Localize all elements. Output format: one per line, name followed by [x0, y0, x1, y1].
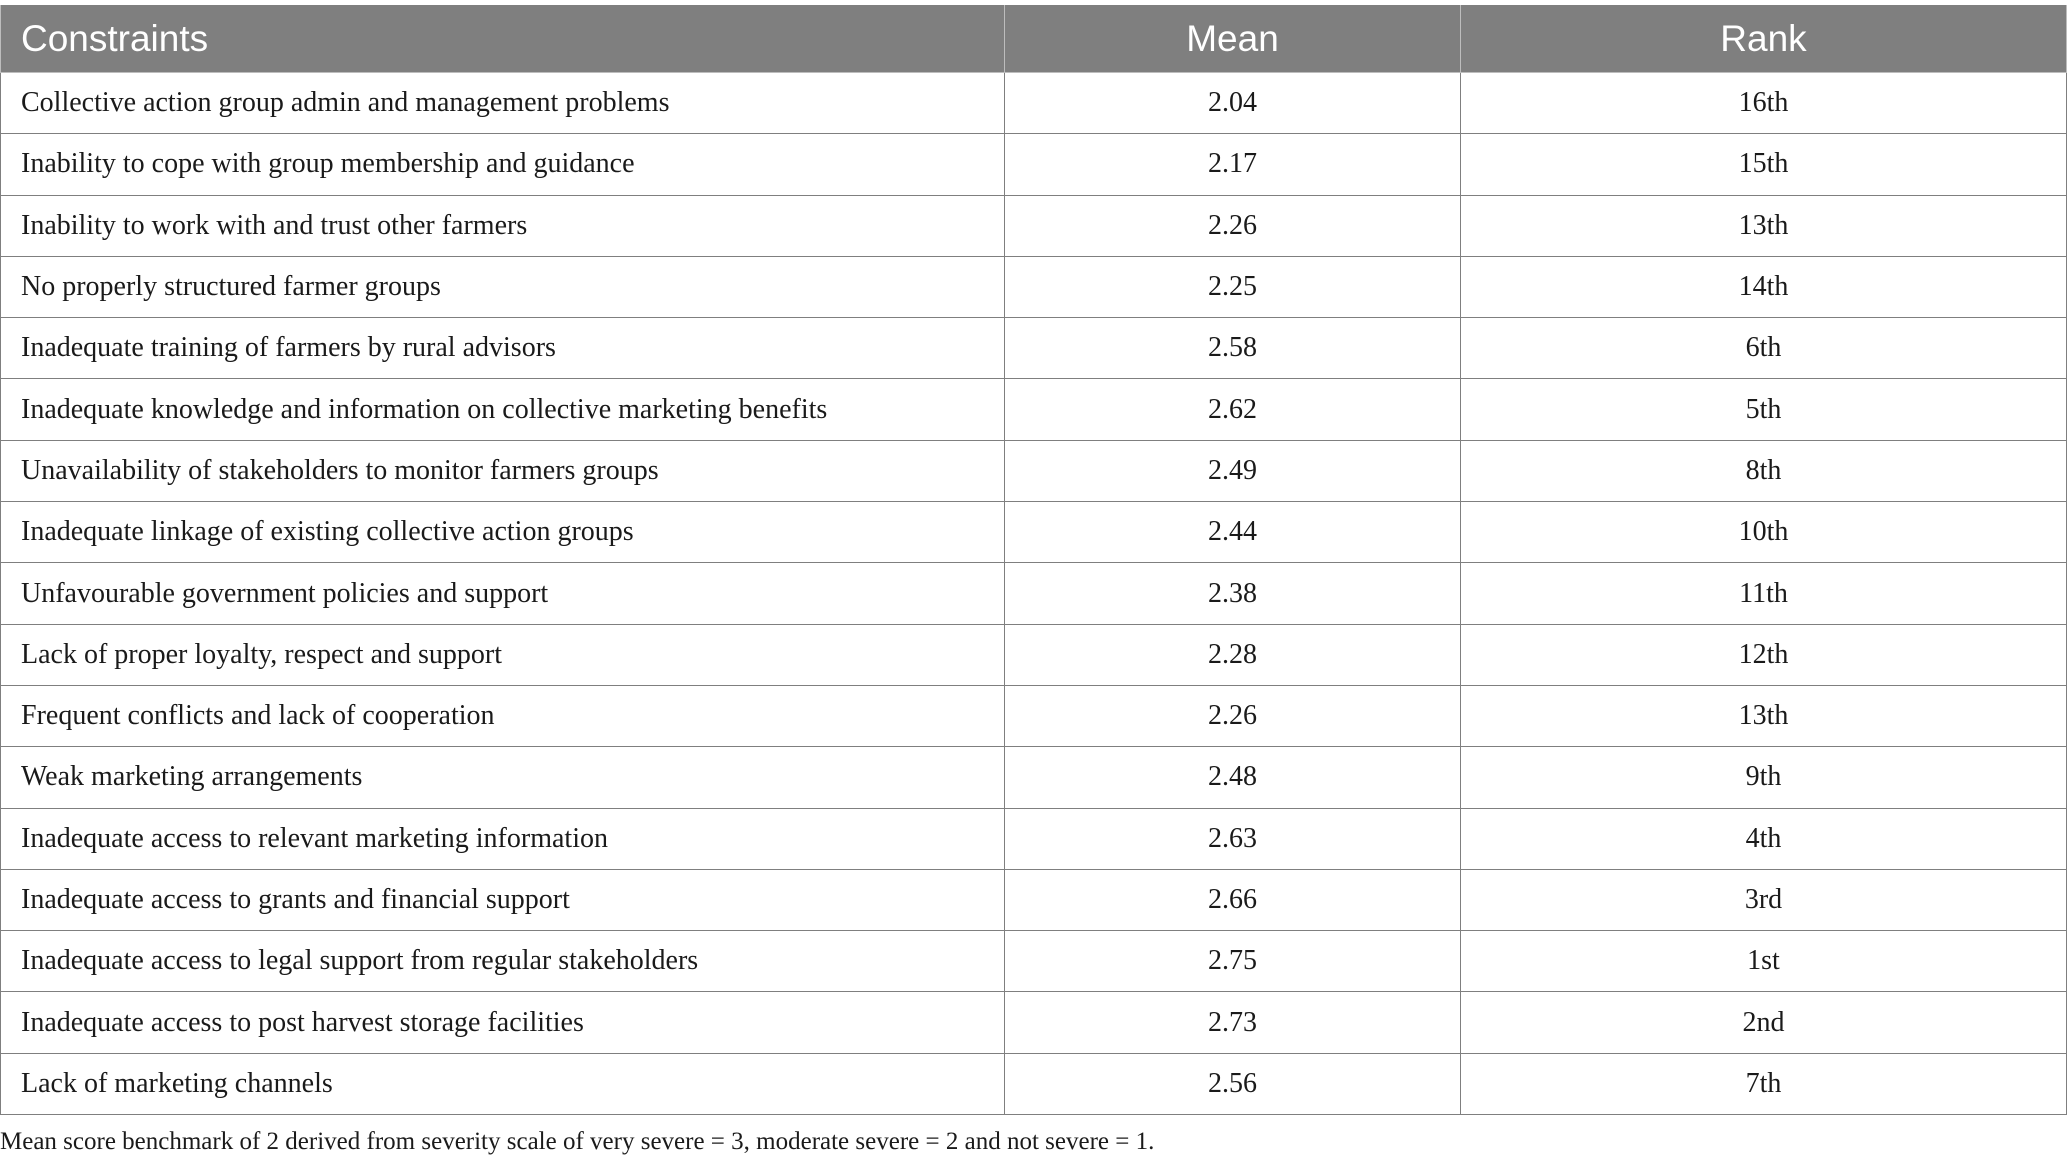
- cell-constraint: Inadequate access to grants and financial support: [1, 869, 1005, 930]
- header-rank: Rank: [1461, 5, 2067, 73]
- cell-constraint: Inadequate training of farmers by rural advisors: [1, 318, 1005, 379]
- cell-mean: 2.62: [1005, 379, 1461, 440]
- table-row: [1, 440, 2067, 501]
- cell-rank: 10th: [1461, 502, 2067, 563]
- table-row: [1, 563, 2067, 624]
- cell-mean: 2.63: [1005, 808, 1461, 869]
- table-header: [1, 5, 2067, 73]
- cell-rank: 5th: [1461, 379, 2067, 440]
- cell-constraint: Inadequate knowledge and information on collective marketing benefits: [1, 379, 1005, 440]
- cell-constraint: Weak marketing arrangements: [1, 747, 1005, 808]
- cell-constraint: Inadequate access to post harvest storage facilities: [1, 992, 1005, 1053]
- cell-mean: 2.26: [1005, 685, 1461, 746]
- table-row: [1, 195, 2067, 256]
- table-row: [1, 747, 2067, 808]
- cell-mean: 2.49: [1005, 440, 1461, 501]
- cell-mean: 2.28: [1005, 624, 1461, 685]
- cell-constraint: Lack of marketing channels: [1, 1053, 1005, 1114]
- cell-rank: 6th: [1461, 318, 2067, 379]
- cell-constraint: Unavailability of stakeholders to monitor farmers groups: [1, 440, 1005, 501]
- cell-constraint: Inadequate linkage of existing collective action groups: [1, 502, 1005, 563]
- cell-rank: 3rd: [1461, 869, 2067, 930]
- cell-rank: 8th: [1461, 440, 2067, 501]
- table-row: [1, 1053, 2067, 1114]
- cell-mean: 2.25: [1005, 256, 1461, 317]
- cell-constraint: Inability to work with and trust other farmers: [1, 195, 1005, 256]
- table-row: [1, 869, 2067, 930]
- cell-constraint: Inability to cope with group membership and guidance: [1, 134, 1005, 195]
- cell-rank: 14th: [1461, 256, 2067, 317]
- table-footnote: Mean score benchmark of 2 derived from severity scale of very severe = 3, moderate severe = 2 and not severe = 1.: [0, 1128, 1155, 1155]
- cell-mean: 2.66: [1005, 869, 1461, 930]
- cell-constraint: Collective action group admin and management problems: [1, 73, 1005, 134]
- cell-mean: 2.73: [1005, 992, 1461, 1053]
- cell-constraint: No properly structured farmer groups: [1, 256, 1005, 317]
- cell-mean: 2.44: [1005, 502, 1461, 563]
- header-mean: Mean: [1005, 5, 1461, 73]
- cell-constraint: Inadequate access to legal support from regular stakeholders: [1, 931, 1005, 992]
- cell-mean: 2.75: [1005, 931, 1461, 992]
- cell-rank: 4th: [1461, 808, 2067, 869]
- cell-mean: 2.38: [1005, 563, 1461, 624]
- cell-rank: 13th: [1461, 195, 2067, 256]
- header-constraints: Constraints: [1, 5, 1005, 73]
- cell-constraint: Unfavourable government policies and support: [1, 563, 1005, 624]
- table-row: [1, 379, 2067, 440]
- cell-constraint: Frequent conflicts and lack of cooperation: [1, 685, 1005, 746]
- cell-constraint: Lack of proper loyalty, respect and support: [1, 624, 1005, 685]
- cell-rank: 9th: [1461, 747, 2067, 808]
- cell-rank: 11th: [1461, 563, 2067, 624]
- table-row: [1, 992, 2067, 1053]
- table-row: [1, 808, 2067, 869]
- table-row: [1, 318, 2067, 379]
- cell-mean: 2.26: [1005, 195, 1461, 256]
- table-row: [1, 685, 2067, 746]
- cell-rank: 16th: [1461, 73, 2067, 134]
- cell-rank: 15th: [1461, 134, 2067, 195]
- cell-mean: 2.04: [1005, 73, 1461, 134]
- table-row: [1, 134, 2067, 195]
- constraints-table-container: [0, 5, 2067, 1115]
- table-row: [1, 256, 2067, 317]
- cell-mean: 2.17: [1005, 134, 1461, 195]
- header-row: [1, 5, 2067, 73]
- cell-rank: 2nd: [1461, 992, 2067, 1053]
- cell-mean: 2.58: [1005, 318, 1461, 379]
- table-row: [1, 624, 2067, 685]
- cell-rank: 12th: [1461, 624, 2067, 685]
- cell-mean: 2.48: [1005, 747, 1461, 808]
- table-row: [1, 931, 2067, 992]
- constraints-table: [0, 5, 2067, 1115]
- cell-rank: 1st: [1461, 931, 2067, 992]
- table-row: [1, 502, 2067, 563]
- table-body: [1, 73, 2067, 1115]
- cell-mean: 2.56: [1005, 1053, 1461, 1114]
- cell-rank: 13th: [1461, 685, 2067, 746]
- table-row: [1, 73, 2067, 134]
- cell-constraint: Inadequate access to relevant marketing information: [1, 808, 1005, 869]
- cell-rank: 7th: [1461, 1053, 2067, 1114]
